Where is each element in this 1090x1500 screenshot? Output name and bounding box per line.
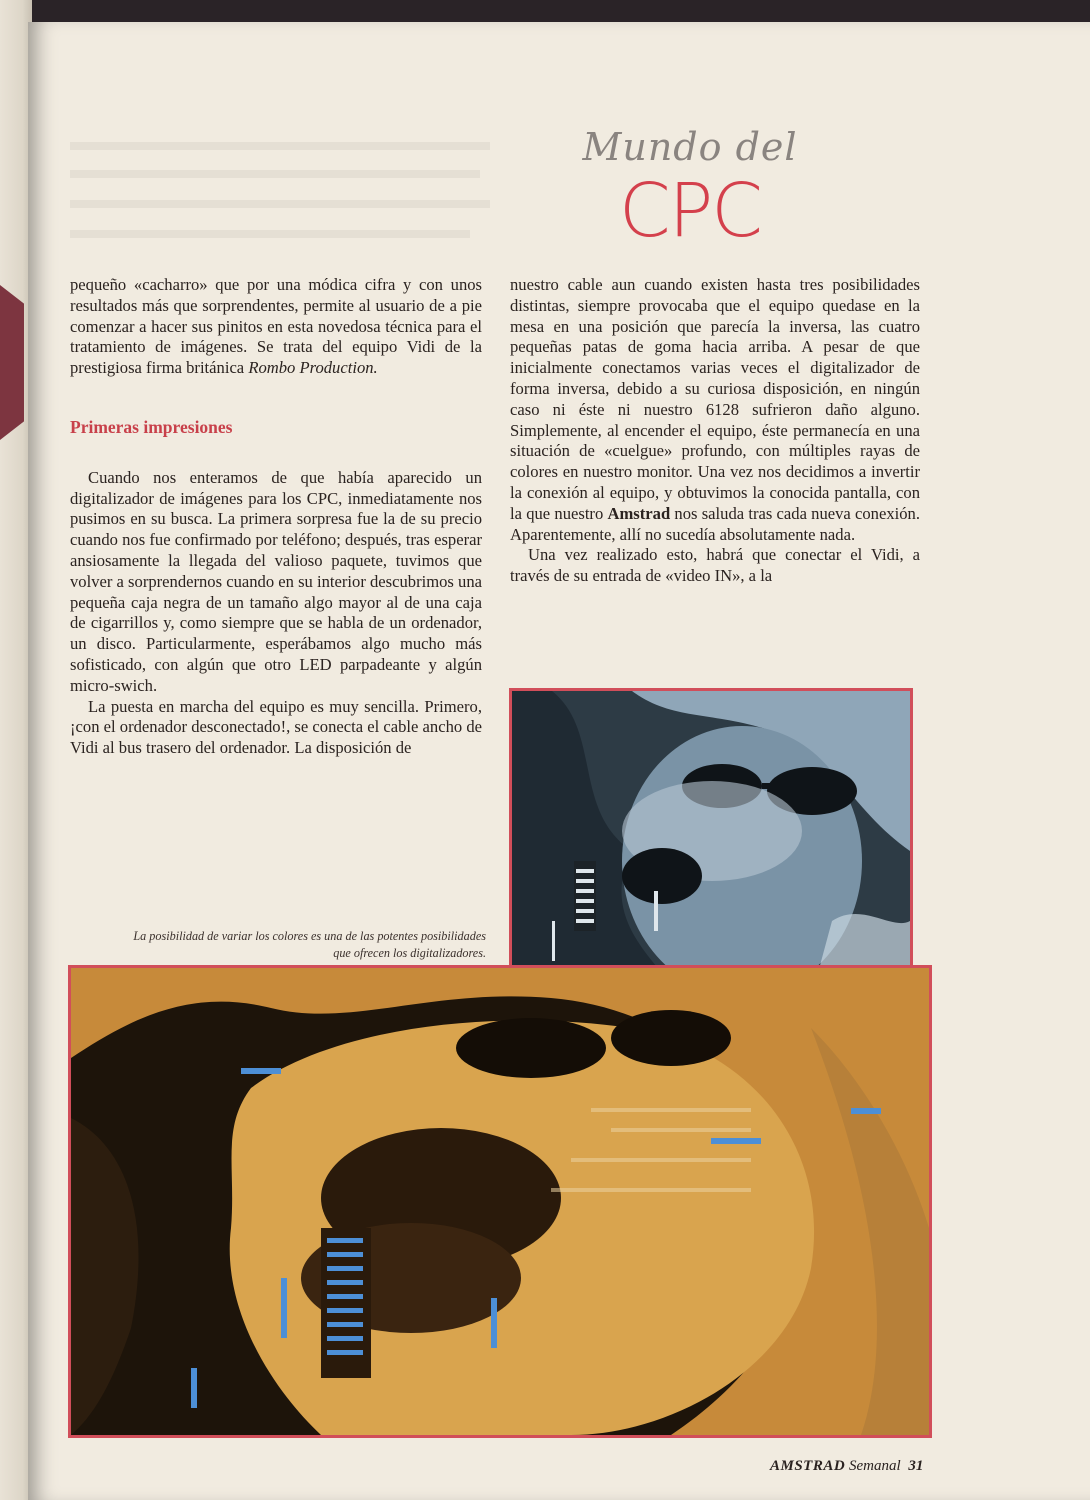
digitized-image-color [68, 965, 932, 1438]
paragraph-text: nuestro cable aun cuando existen hasta tres posibilidades distintas, siempre provocaba que el equipo quedase en la mesa en una posición que parecía la inversa, las cuatro pequeñas patas de goma hacia arriba. A pesar de que inicialmente conectamos varias veces el digitalizador de forma inversa, debido a su curiosa disposición, en ningún caso ni éste ni nuestro 6128 sufrieron daño alguno. Simplemente, al encender el equipo, éste permanecía en una situación de «cuelgue» profundo, con múltiples rayas de colores en nuestro monitor. Una vez nos decidimos a invertir la conexión al equipo, y obtuvimos la conocida pantalla, con la que nuestro [510, 275, 920, 523]
footer-section: Semanal [848, 1458, 901, 1474]
page-number: 31 [908, 1458, 924, 1474]
digitized-image-monochrome [509, 688, 913, 998]
facing-page-tab [0, 285, 24, 440]
show-through-line [70, 142, 490, 150]
page-footer [770, 1458, 923, 1475]
footer-brand: AMSTRAD [770, 1458, 846, 1474]
show-through-line [70, 170, 480, 178]
subheading: Primeras impresiones [70, 416, 233, 437]
text-column-left [70, 275, 482, 759]
show-through-line [70, 230, 470, 238]
section-title-cpc: CPC [619, 168, 761, 254]
brand-name: Amstrad [607, 503, 671, 523]
section-header [560, 125, 820, 254]
digitized-face-blue-image [512, 691, 910, 995]
paragraph-body: La puesta en marcha del equipo es muy sencilla. Primero, ¡con el ordenador desconectado!, se conecta el cable ancho de Vidi al bus trasero del ordenador. La disposición de [70, 696, 482, 758]
paragraph-text: pequeño «cacharro» que por una módica cifra y con unos resultados más que sorprendentes, permite al usuario de a pie comenzar a hacer sus pinitos en esta novedosa técnica para el tratamiento de imágenes. Se trata del equipo Vidi de la prestigiosa firma británica [70, 275, 482, 378]
photo-caption: La posibilidad de variar los colores es una de las potentes posibilidades que ofrecen los digitalizadores. [133, 929, 486, 960]
paragraph-intro [70, 275, 482, 379]
text-column-right [510, 275, 920, 587]
paragraph-body [510, 275, 920, 545]
digitized-face-gold-image [71, 968, 929, 1435]
section-title-top: Mundo del [582, 125, 798, 169]
paragraph-body: Una vez realizado esto, habrá que conectar el Vidi, a través de su entrada de «video IN», a la [510, 545, 920, 586]
show-through-line [70, 200, 490, 208]
paragraph-body: Cuando nos enteramos de que había aparecido un digitalizador de imágenes para los CPC, inmediatamente nos pusimos en su busca. La primera sorpresa fue la de su precio cuando nos fue confirmado por teléfono; después, tras esperar ansiosamente la llegada del valioso paquete, tuvimos que volver a sorprendernos cuando en su interior descubrimos una pequeña caja negra de un tamaño algo mayor al de una caja de cigarrillos y, como siempre que se habla de un ordenador, un disco. Particularmente, esperábamos algo mucho más sofisticado, con algún que otro LED parpadeante y algún micro-swich. [70, 467, 482, 695]
paragraph-text: nos saluda tras cada nueva conexión. Aparentemente, allí no sucedía absolutamente nada. [510, 503, 920, 544]
company-name: Rombo Production. [248, 358, 378, 378]
